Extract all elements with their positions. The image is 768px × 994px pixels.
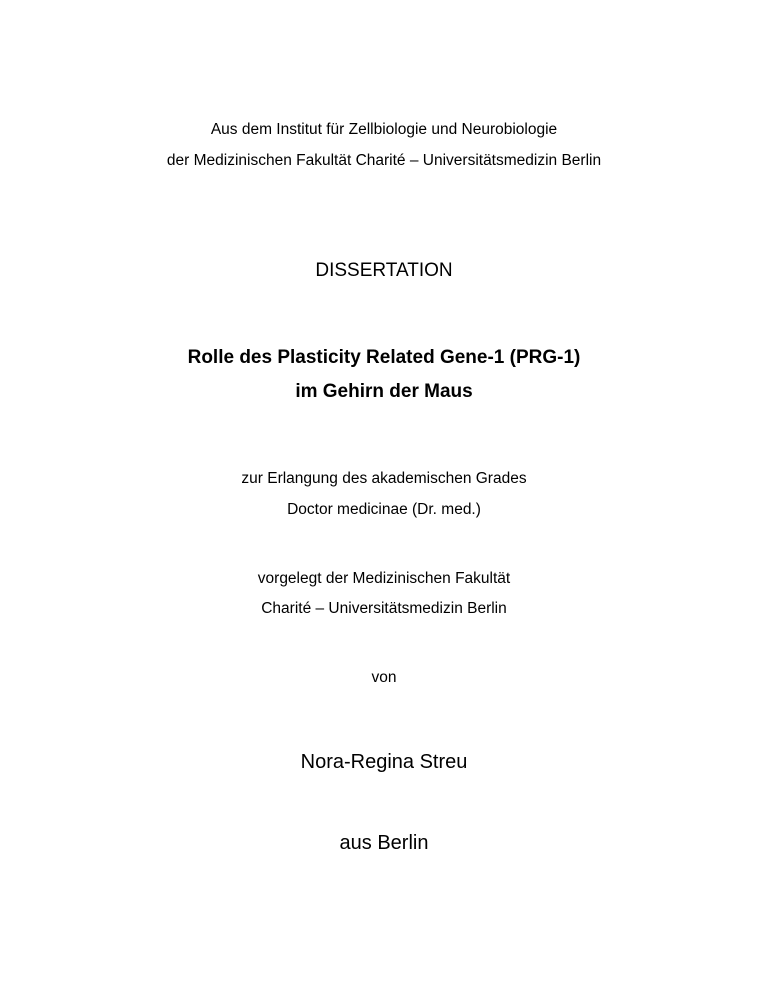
purpose-line-2: Doctor medicinae (Dr. med.): [287, 501, 481, 518]
author-origin: aus Berlin: [339, 832, 429, 854]
document-type: DISSERTATION: [315, 260, 453, 281]
author-name: Nora-Regina Streu: [300, 751, 468, 773]
by-label: von: [371, 669, 397, 686]
title-line-2: im Gehirn der Maus: [295, 381, 473, 402]
institute-line-1: Aus dem Institut für Zellbiologie und Neurobiologie: [210, 121, 558, 138]
title-line-1: Rolle des Plasticity Related Gene-1 (PRG-1): [187, 347, 581, 368]
submission-line-1: vorgelegt der Medizinischen Fakultät: [257, 570, 511, 587]
institute-line-2: der Medizinischen Fakultät Charité – Universitätsmedizin Berlin: [166, 152, 602, 169]
purpose-line-1: zur Erlangung des akademischen Grades: [241, 470, 527, 487]
submission-line-2: Charité – Universitätsmedizin Berlin: [261, 600, 507, 617]
